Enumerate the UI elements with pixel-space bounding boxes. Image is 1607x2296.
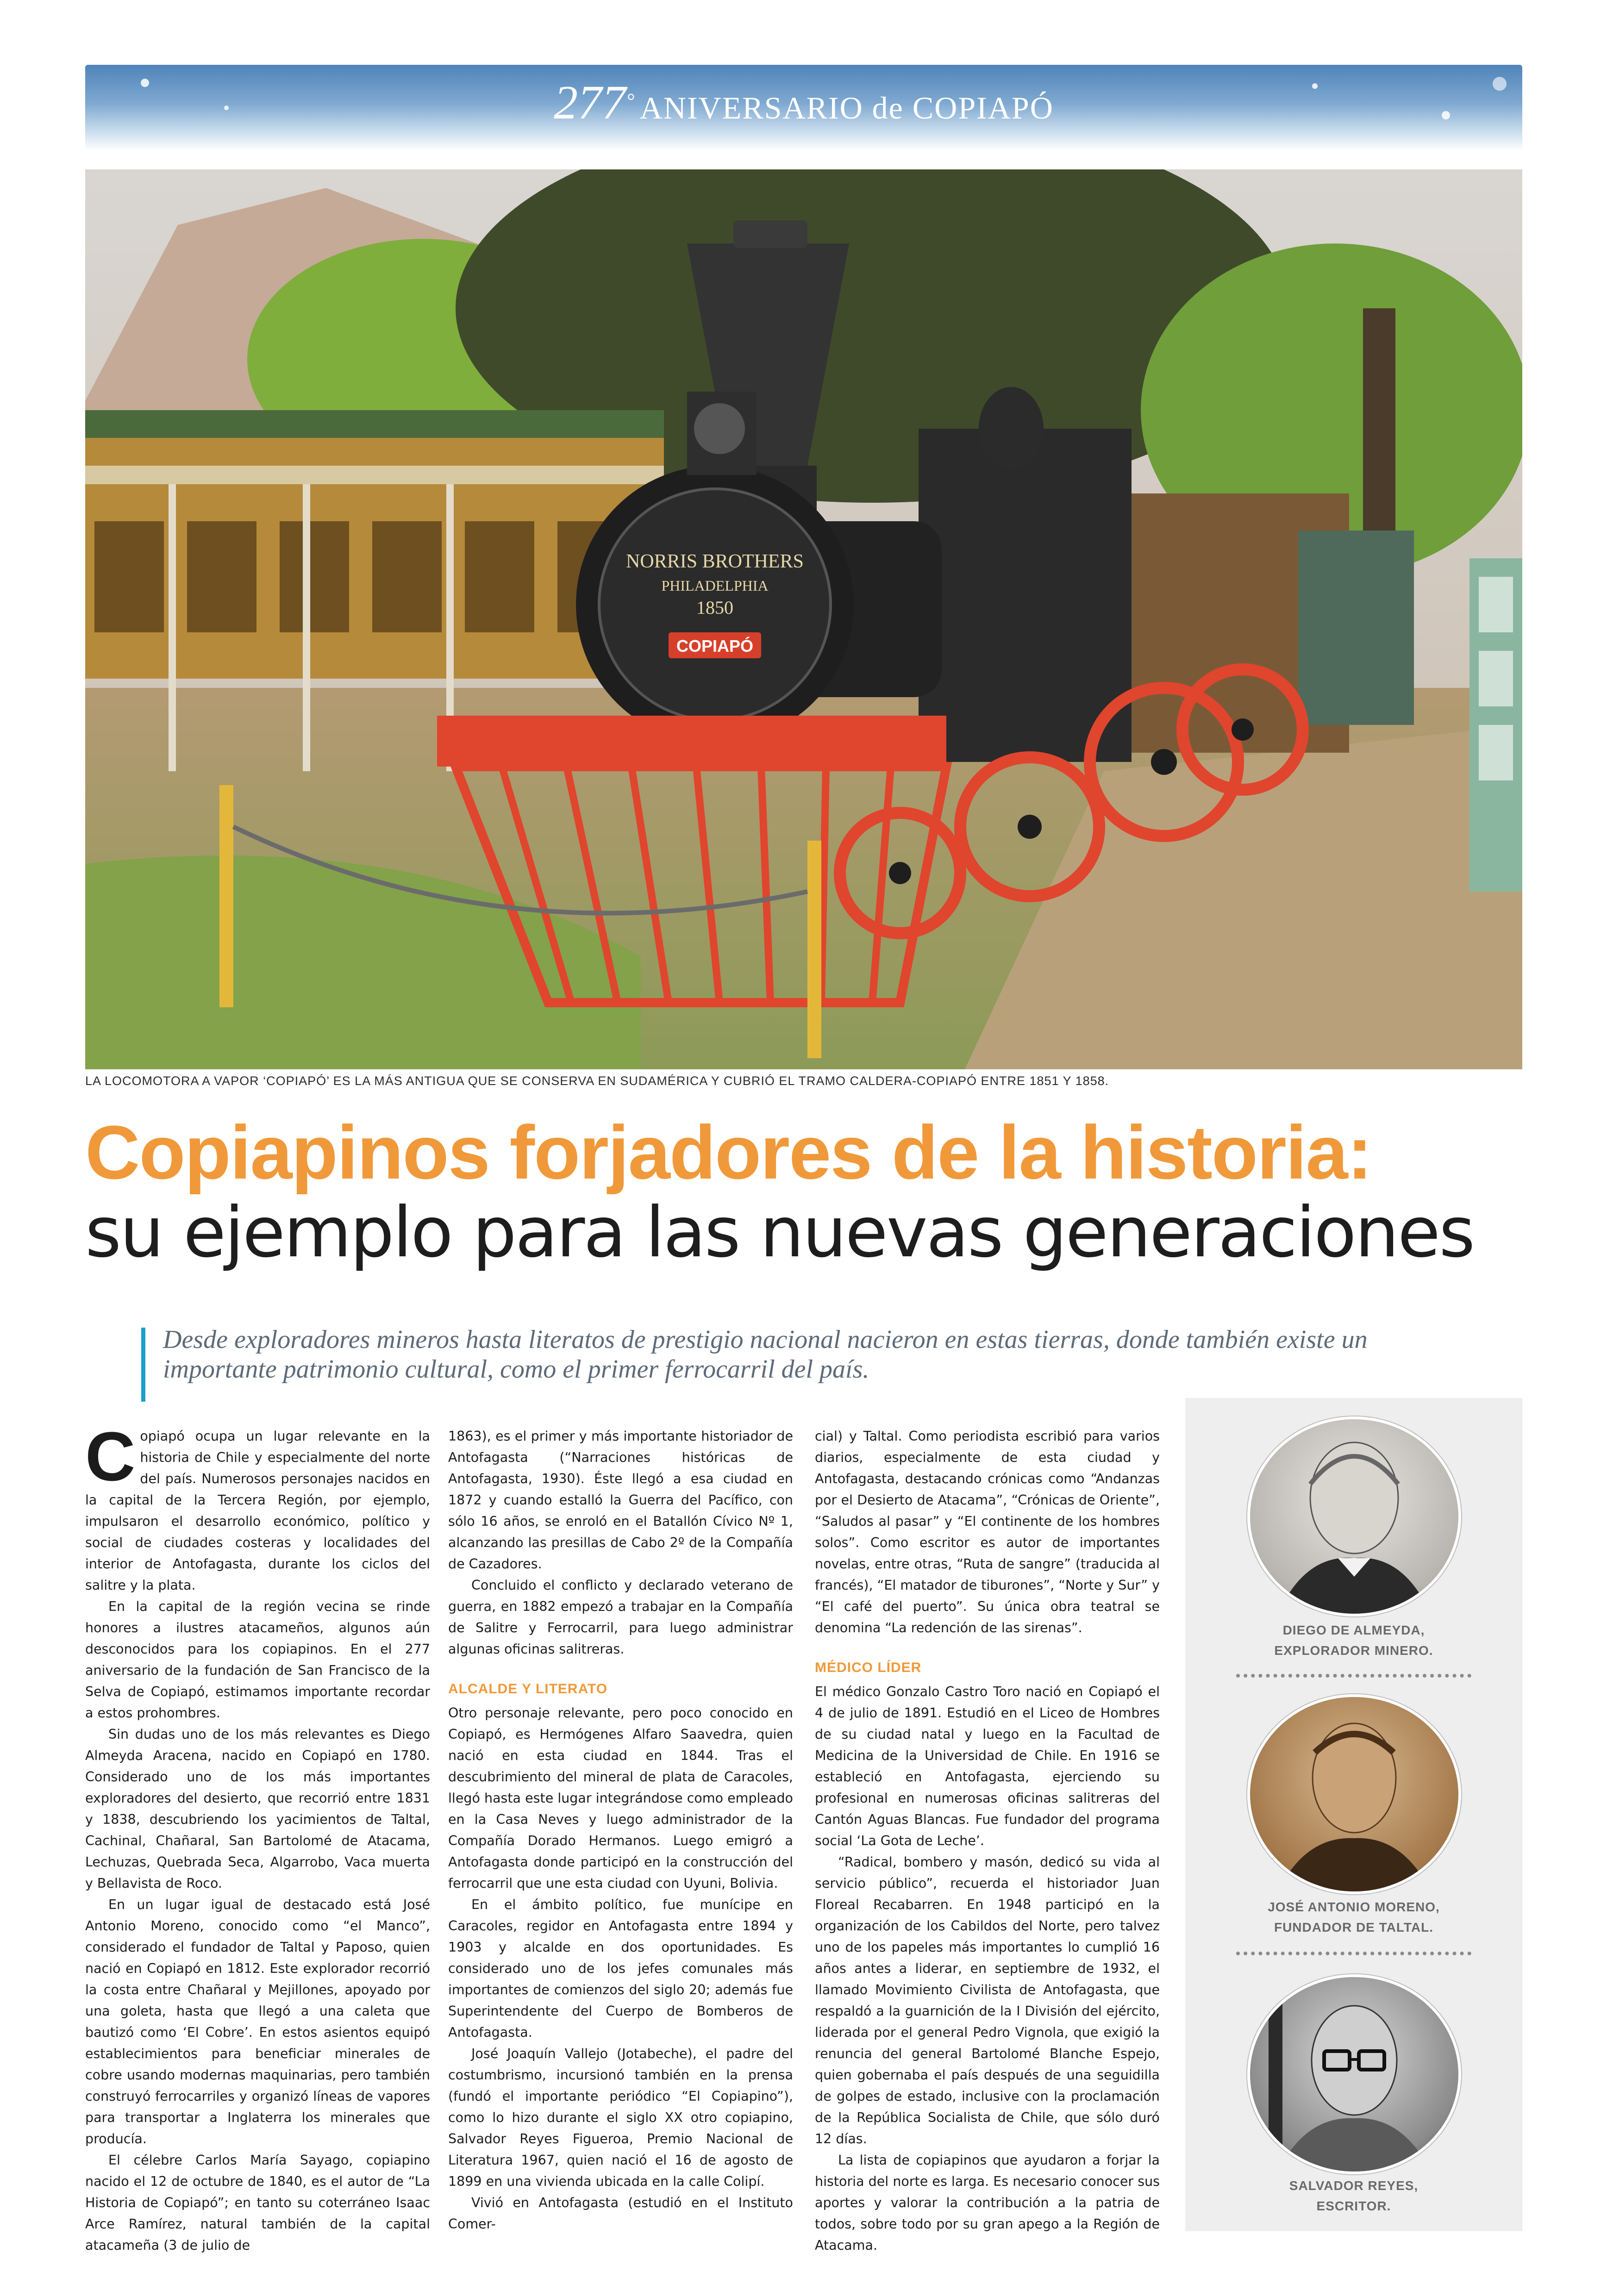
portrait-caption-line: EXPLORADOR MINERO.	[1274, 1643, 1433, 1658]
portrait-photo-icon	[1250, 1977, 1458, 2171]
locomotive-photo	[85, 169, 1522, 1069]
paragraph	[85, 1417, 430, 1596]
portrait-caption-almeyda	[1185, 1620, 1522, 1661]
body-column-3	[815, 1426, 1160, 2256]
paragraph: En la capital de la región vecina se rinde honores a ilustres atacameños, algunos aún desconocidos para los copiapinos. En el 277 aniversario de la fundación de San Francisco de la Selva de Copiapó, estimamos importante recordar a estos prohombres.	[85, 1599, 430, 1721]
locomotive-nameplate: COPIAPÓ	[676, 636, 754, 655]
article-lead: Desde exploradores mineros hasta literatos de prestigio nacional nacieron en estas tierras, donde también existe un importante patrimonio cultural, como el primer ferrocarril del país.	[163, 1325, 1368, 1384]
portraits-sidebar	[1185, 1398, 1522, 2231]
portrait-caption-line: FUNDADOR DE TALTAL.	[1274, 1920, 1434, 1934]
paragraph: La lista de copiapinos que ayudaron a forjar la historia del norte es larga. Es necesario conocer sus aportes y valorar la contribución a la patria de todos, sobre todo por su gran apego a la Región de Atacama.	[815, 2152, 1160, 2253]
paragraph: Sin dudas uno de los más relevantes es Diego Almeyda Aracena, nacido en Copiapó en 1780. Considerado uno de los más importantes exploradores del desierto, que recorrió entre 1831 y 1838, descubriendo los yacimientos de Taltal, Cachinal, Chañaral, San Bartolomé de Atacama, Lechuzas, Quebrada Seca, Algarrobo, Vaca muerta y Bellavista de Roco.	[85, 1727, 430, 1891]
portrait-caption-line: JOSÉ ANTONIO MORENO,	[1268, 1900, 1440, 1914]
builder-plate-line1: NORRIS BROTHERS	[626, 551, 804, 572]
portrait-caption-line: SALVADOR REYES,	[1289, 2178, 1419, 2193]
section-heading-alcalde: ALCALDE Y LITERATO	[448, 1681, 608, 1697]
paragraph: En un lugar igual de destacado está José Antonio Moreno, conocido como “el Manco”, considerado el fundador de Taltal y Paposo, quien nació en Copiapó en 1812. Este explorador recorrió la costa entre Chañaral y Mejillones, apoyado por una goleta, hasta que llegó a una caleta que bautizó como ‘El Cobre’. En estos asientos equipó establecimientos para beneficiar minerales de cobre usando modernas maquinarias, pero también construyó ferrocarriles y organizó líneas de vapores para transportar a Inglaterra los minerales que producía.	[85, 1897, 430, 2146]
dotted-divider	[1236, 1674, 1471, 1678]
header-degree: °	[627, 89, 636, 112]
anniversary-header	[85, 65, 1522, 150]
portrait-salvador-reyes	[1247, 1974, 1461, 2174]
article-subtitle: su ejemplo para las nuevas generaciones	[85, 1192, 1474, 1273]
locomotive-illustration	[85, 169, 1522, 1069]
section-heading-medico: MÉDICO LÍDER	[815, 1660, 922, 1675]
lead-accent-bar	[141, 1328, 145, 1402]
portrait-caption-moreno	[1185, 1897, 1522, 1938]
header-anniversary-text: ANIVERSARIO de COPIAPÓ	[639, 90, 1054, 125]
paragraph: Otro personaje relevante, pero poco conocido en Copiapó, es Hermógenes Alfaro Saavedra, quien nació en esta ciudad en 1844. Tras el descubrimiento del mineral de plata de Caracoles, llegó hasta este lugar integrándose como empleado en la Casa Neves y luego administrador de la Compañía Dorado Hermanos. Luego emigró a Antofagasta donde participó en la construcción del ferrocarril que une esta ciudad con Uyuni, Bolivia.	[448, 1705, 793, 1891]
paragraph: 1863), es el primer y más importante historiador de Antofagasta (“Narraciones históricas de Antofagasta, 1930). Éste llegó a esa ciudad en 1872 y cuando estalló la Guerra del Pacífico, con sólo 16 años, se enroló en el Batallón Cívico Nº 1, alcanzando las presillas de Cabo 2º de la Compañía de Cazadores.	[448, 1429, 793, 1572]
body-column-1	[85, 1417, 430, 2256]
builder-plate-year: 1850	[696, 597, 733, 618]
paragraph: El célebre Carlos María Sayago, copiapino nacido el 12 de octubre de 1840, es el autor de “La Historia de Copiapó”; en tanto su coterráneo Isaac Arce Ramírez, natural también de la capital atacameña (3 de julio de	[85, 2152, 430, 2253]
paragraph: José Joaquín Vallejo (Jotabeche), el padre del costumbrismo, incursionó también en la prensa (fundó el importante periódico “El Copiapino”), como lo hizo durante el siglo XX otro copiapino, Salvador Reyes Figueroa, Premio Nacional de Literatura 1967, quien nació el 16 de agosto de 1899 en una vivienda ubicada en la calle Colipí.	[448, 2046, 793, 2189]
portrait-caption-line: DIEGO DE ALMEYDA,	[1282, 1623, 1425, 1637]
paragraph-text: opiapó ocupa un lugar relevante en la historia de Chile y especialmente del norte del país. Numerosos personajes nacidos en la capital de la Tercera Región, por ejemplo, impulsaron el desarrollo económico, político y social de ciudades costeras y localidades del interior de Antofagasta, durante los ciclos del salitre y la plata.	[85, 1429, 430, 1593]
portrait-diego-de-almeyda	[1247, 1416, 1461, 1616]
paragraph: En el ámbito político, fue munícipe en Caracoles, regidor en Antofagasta entre 1894 y 1903 y alcalde en dos oportunidades. Es considerado uno de los jefes comunales más importantes de comienzos del siglo 20; además fue Superintendente del Cuerpo de Bomberos de Antofagasta.	[448, 1897, 793, 2040]
paragraph: “Radical, bombero y masón, dedicó su vida al servicio público”, recuerda el historiador Juan Floreal Recabarren. En 1948 participó en la organización de los Cabildos del Norte, pero talvez uno de los papeles más importantes lo cumplió 16 años antes a liderar, en septiembre de 1932, el llamado Movimiento Civilista de Antofagasta, que respaldó a la guarnición de la I División del ejército, liderada por el general Pedro Vignola, que exigió la renuncia del general Bartolomé Blanche Espejo, quien gobernaba el país después de una seguidilla de golpes de estado, inclusive con la proclamación de la República Socialista de Chile, que sólo duró 12 días.	[815, 1854, 1160, 2146]
dropcap: C	[85, 1417, 136, 1495]
paragraph: Vivió en Antofagasta (estudió en el Instituto Comer-	[448, 2195, 793, 2232]
portrait-caption-reyes	[1185, 2176, 1522, 2216]
header-anniversary-number: 277	[554, 76, 626, 129]
portrait-engraving-icon	[1250, 1419, 1458, 1614]
photo-caption: LA LOCOMOTORA A VAPOR ‘COPIAPÓ’ ES LA MÁS ANTIGUA QUE SE CONSERVA EN SUDAMÉRICA Y CUBRIÓ EL TRAMO CALDERA-COPIAPÓ ENTRE 1851 Y 1858.	[85, 1074, 1109, 1088]
dotted-divider	[1236, 1952, 1471, 1955]
portrait-jose-antonio-moreno	[1247, 1694, 1461, 1894]
paragraph: El médico Gonzalo Castro Toro nació en Copiapó el 4 de julio de 1891. Estudió en el Liceo de Hombres de su ciudad natal y luego en la Facultad de Medicina de la Universidad de Chile. En 1916 se estableció en Antofagasta, ejerciendo su profesional en numerosas oficinas salitreras del Cantón Aguas Blancas. Fue fundador del programa social ‘La Gota de Leche’.	[815, 1684, 1160, 1848]
portrait-sepia-icon	[1250, 1697, 1458, 1891]
paragraph: Concluido el conflicto y declarado veterano de guerra, en 1882 empezó a trabajar en la Compañía de Salitre y Ferrocarril, para luego administrar algunas oficinas salitreras.	[448, 1578, 793, 1657]
body-column-2	[448, 1426, 793, 2235]
article-title: Copiapinos forjadores de la historia:	[85, 1110, 1372, 1195]
paragraph: cial) y Taltal. Como periodista escribió para varios diarios, especialmente de esta ciudad y Antofagasta, destacando crónicas como “Andanzas por el Desierto de Atacama”, “Crónicas de Oriente”, “Saludos al pasar” y “El continente de los hombres solos”. Como escritor es autor de importantes novelas, entre otras, “Ruta de sangre” (traducida al francés), “El matador de tiburones”, “Norte y Sur” y “El café del puerto”. Su única obra teatral se denomina “La redención de las sirenas”.	[815, 1429, 1160, 1635]
portrait-caption-line: ESCRITOR.	[1316, 2199, 1391, 2213]
header-title	[85, 75, 1522, 130]
builder-plate-line2: PHILADELPHIA	[661, 577, 769, 594]
